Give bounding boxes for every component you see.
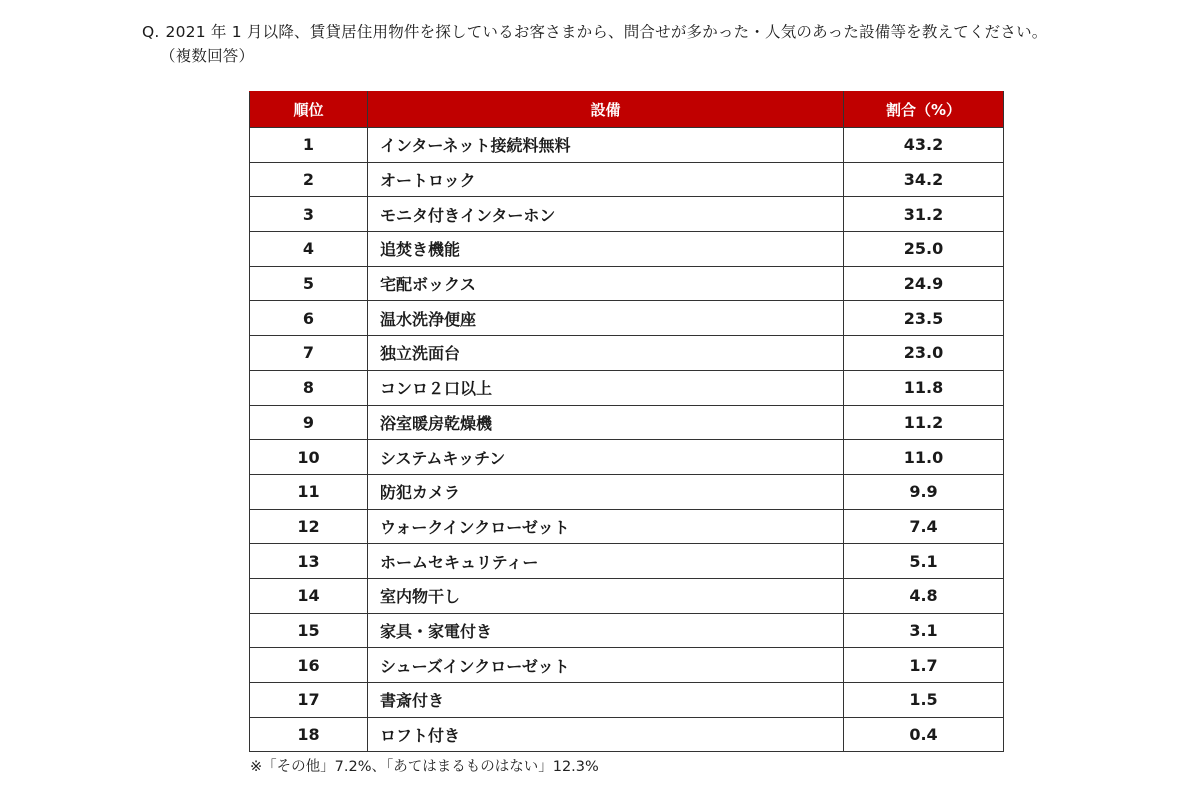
percent-cell: 31.2	[844, 197, 1004, 232]
rank-cell: 11	[250, 474, 368, 509]
item-cell: システムキッチン	[368, 440, 844, 475]
table-row	[250, 128, 1004, 163]
percent-cell: 7.4	[844, 509, 1004, 544]
item-cell: 浴室暖房乾燥機	[368, 405, 844, 440]
rank-cell: 13	[250, 544, 368, 579]
item-cell: 宅配ボックス	[368, 266, 844, 301]
rank-cell: 5	[250, 266, 368, 301]
item-cell: オートロック	[368, 162, 844, 197]
percent-cell: 11.2	[844, 405, 1004, 440]
item-cell: 室内物干し	[368, 578, 844, 613]
rank-cell: 1	[250, 128, 368, 163]
rank-cell: 7	[250, 336, 368, 371]
percent-cell: 11.8	[844, 370, 1004, 405]
rank-cell: 10	[250, 440, 368, 475]
rank-cell: 3	[250, 197, 368, 232]
percent-cell: 1.5	[844, 683, 1004, 718]
table-row	[250, 370, 1004, 405]
question-text	[142, 20, 1182, 68]
item-cell: コンロ２口以上	[368, 370, 844, 405]
rank-cell: 9	[250, 405, 368, 440]
table-row	[250, 232, 1004, 267]
table-row	[250, 197, 1004, 232]
question-subnote: （複数回答）	[160, 47, 255, 65]
table-row	[250, 162, 1004, 197]
table-row	[250, 266, 1004, 301]
table-row	[250, 474, 1004, 509]
table-row	[250, 544, 1004, 579]
percent-cell: 1.7	[844, 648, 1004, 683]
rank-cell: 6	[250, 301, 368, 336]
rank-cell: 2	[250, 162, 368, 197]
table-row	[250, 405, 1004, 440]
item-cell: 温水洗浄便座	[368, 301, 844, 336]
item-cell: ロフト付き	[368, 717, 844, 752]
item-cell: 家具・家電付き	[368, 613, 844, 648]
header-item: 設備	[368, 92, 844, 128]
table-row	[250, 683, 1004, 718]
percent-cell: 43.2	[844, 128, 1004, 163]
header-rank: 順位	[250, 92, 368, 128]
table-row	[250, 648, 1004, 683]
percent-cell: 5.1	[844, 544, 1004, 579]
percent-cell: 34.2	[844, 162, 1004, 197]
percent-cell: 3.1	[844, 613, 1004, 648]
table-row	[250, 717, 1004, 752]
table-row	[250, 440, 1004, 475]
percent-cell: 0.4	[844, 717, 1004, 752]
item-cell: 追焚き機能	[368, 232, 844, 267]
item-cell: ホームセキュリティー	[368, 544, 844, 579]
table-row	[250, 578, 1004, 613]
equipment-ranking-table	[249, 91, 1004, 752]
item-cell: モニタ付きインターホン	[368, 197, 844, 232]
table-row	[250, 336, 1004, 371]
question-prefix: Q.	[142, 23, 160, 41]
item-cell: 書斎付き	[368, 683, 844, 718]
item-cell: インターネット接続料無料	[368, 128, 844, 163]
percent-cell: 11.0	[844, 440, 1004, 475]
question-body: 2021 年 1 月以降、賃貸居住用物件を探しているお客さまから、問合せが多かった・人気のあった設備等を教えてください。	[165, 23, 1048, 41]
percent-cell: 23.0	[844, 336, 1004, 371]
item-cell: ウォークインクローゼット	[368, 509, 844, 544]
item-cell: シューズインクローゼット	[368, 648, 844, 683]
rank-cell: 12	[250, 509, 368, 544]
percent-cell: 25.0	[844, 232, 1004, 267]
percent-cell: 24.9	[844, 266, 1004, 301]
table-header-row	[250, 92, 1004, 128]
table-row	[250, 613, 1004, 648]
percent-cell: 9.9	[844, 474, 1004, 509]
rank-cell: 16	[250, 648, 368, 683]
rank-cell: 4	[250, 232, 368, 267]
rank-cell: 18	[250, 717, 368, 752]
rank-cell: 14	[250, 578, 368, 613]
rank-cell: 8	[250, 370, 368, 405]
table-body	[250, 128, 1004, 752]
rank-cell: 15	[250, 613, 368, 648]
rank-cell: 17	[250, 683, 368, 718]
footnote: ※「その他」7.2%、「あてはまるものはない」12.3%	[250, 759, 599, 775]
item-cell: 防犯カメラ	[368, 474, 844, 509]
header-percent: 割合（%）	[844, 92, 1004, 128]
percent-cell: 4.8	[844, 578, 1004, 613]
table-row	[250, 509, 1004, 544]
item-cell: 独立洗面台	[368, 336, 844, 371]
table-row	[250, 301, 1004, 336]
percent-cell: 23.5	[844, 301, 1004, 336]
